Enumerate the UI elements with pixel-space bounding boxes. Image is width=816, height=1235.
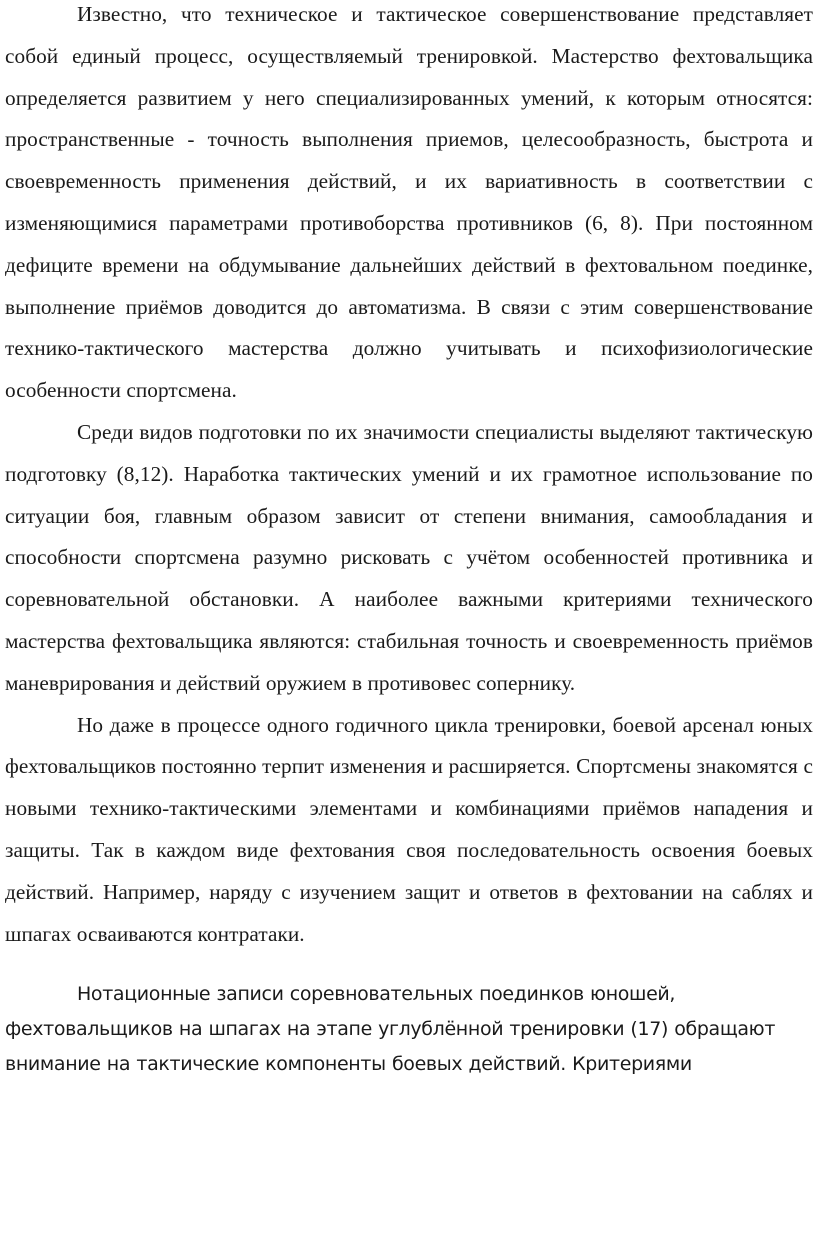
paragraph-4: Нотационные записи соревновательных поединков юношей, фехтовальщиков на шпагах на этапе углублённой тренировки (17) обращают внимание на тактические компоненты боевых действий. Критериями xyxy=(5,983,776,1076)
paragraph-3: Но даже в процессе одного годичного цикла тренировки, боевой арсенал юных фехтовальщиков постоянно терпит изменения и расширяется. Спортсмены знакомятся с новыми технико-тактическими элементами и комбинациями приёмов нападения и защиты. Так в каждом виде фехтования своя последовательность освоения боевых действий. Например, наряду с изучением защит и ответов в фехтовании на саблях и шпагах осваиваются контратаки. xyxy=(5,712,813,946)
paragraph-2: Среди видов подготовки по их значимости специалисты выделяют тактическую подготовку (8,12). Наработка тактических умений и их грамотное использование по ситуации боя, главным образом зависит от степени внимания, самообладания и способности спортсмена разумно рисковать с учётом особенностей противника и соревновательной обстановки. А наиболее важными критериями технического мастерства фехтовальщика являются: стабильная точность и своевременность приёмов маневрирования и действий оружием в противовес сопернику. xyxy=(5,419,813,695)
paragraph-1: Известно, что техническое и тактическое совершенствование представляет собой единый процесс, осуществляемый тренировкой. Мастерство фехтовальщика определяется развитием у него специализированных умений, к которым относятся: пространственные - точность выполнения приемов, целесообразность, быстрота и своевременность применения действий, и их вариативность в соответствии с изменяющимися параметрами противоборства противников (6, 8). При постоянном дефиците времени на обдумывание дальнейших действий в фехтовальном поединке, выполнение приёмов доводится до автоматизма. В связи с этим совершенствование технико-тактического мастерства должно учитывать и психофизиологические особенности спортсмена. xyxy=(5,2,813,403)
